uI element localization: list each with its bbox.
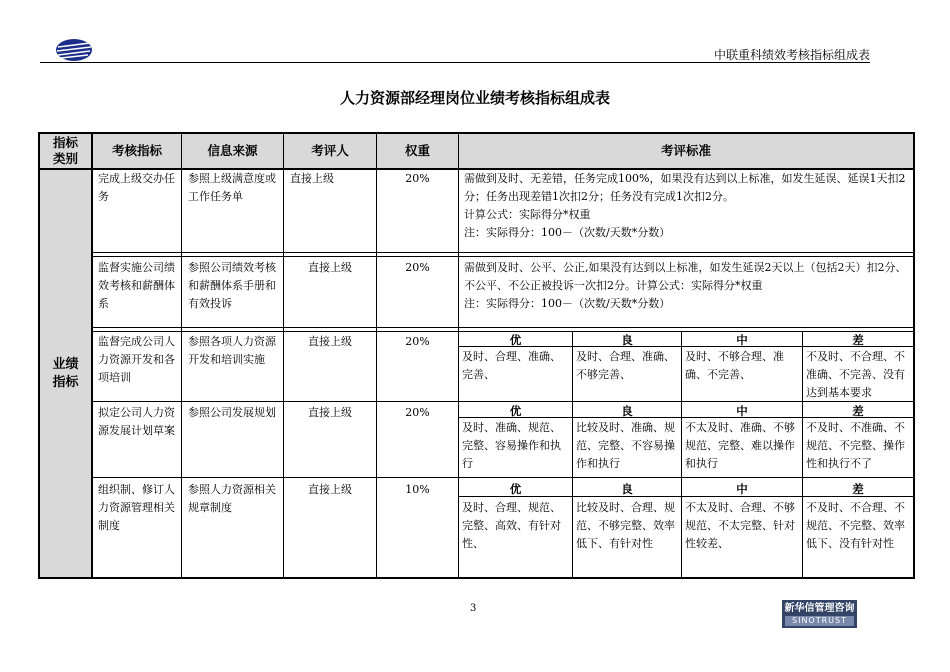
- row-1-evaluator: 直接上级: [308, 261, 352, 274]
- row-3-grade-medium: 不太及时、准确、不够规范、完整、难以操作和执行: [685, 421, 795, 470]
- row-2-grade-poor: 不及时、不合理、不准确、不完善、没有达到基本要求: [806, 350, 905, 399]
- row-3-source: 参照公司发展规划: [188, 406, 276, 419]
- row-4-grade-header-excellent: 优: [509, 482, 522, 496]
- row-2-indicator: 监督完成公司人力资源开发和各项培训: [98, 335, 175, 384]
- sinotrust-logo: [782, 600, 857, 628]
- logo-text-en: SINOTRUST: [785, 616, 854, 626]
- row-3-indicator: 拟定公司人力资源发展计划草案: [98, 406, 175, 437]
- row-3-grade-header-good: 良: [621, 404, 633, 418]
- row-4-grade-header-medium: 中: [736, 482, 748, 496]
- row-4-grade-good: 比较及时、合理、规范、不够完整、效率低下、有针对性: [576, 501, 675, 550]
- row-1-indicator: 监督实施公司绩效考核和薪酬体系: [98, 261, 175, 310]
- kpi-table: [38, 132, 915, 579]
- row-3-weight: 20%: [405, 406, 430, 419]
- row-3-grade-header-excellent: 优: [509, 404, 522, 418]
- column-header-category: 指标 类别: [52, 135, 78, 166]
- row-0-indicator: 完成上级交办任务: [98, 172, 175, 203]
- column-header-weight: 权重: [404, 143, 430, 158]
- row-2-grade-header-good: 良: [621, 333, 633, 347]
- row-4-evaluator: 直接上级: [308, 483, 352, 496]
- row-0-source: 参照上级满意度或工作任务单: [188, 172, 276, 203]
- row-2-grade-header-excellent: 优: [509, 333, 522, 347]
- document-header-label: 中联重科绩效考核指标组成表: [713, 48, 870, 62]
- row-4-indicator: 组织制、修订人力资源管理相关制度: [98, 483, 175, 532]
- row-2-grade-medium: 及时、不够合理、准确、不完善、: [685, 350, 784, 381]
- row-2-evaluator: 直接上级: [308, 335, 352, 348]
- row-3-evaluator: 直接上级: [308, 406, 352, 419]
- row-4-grade-header-good: 良: [621, 482, 633, 496]
- row-4-weight: 10%: [405, 483, 430, 496]
- row-2-grade-header-medium: 中: [736, 333, 748, 347]
- row-4-source: 参照人力资源相关规章制度: [188, 483, 276, 514]
- row-3-grade-poor: 不及时、不准确、不规范、不完整、操作性和执行不了: [806, 421, 905, 470]
- row-3-grade-header-medium: 中: [736, 404, 748, 418]
- column-header-source: 信息来源: [207, 143, 258, 158]
- company-logo-icon: [55, 38, 93, 62]
- row-0-criteria: 需做到及时、无差错，任务完成100%，如果没有达到以上标准，如发生延误、延误1天扣2分；任务出现差错1次扣2分；任务没有完成1次扣2分。 计算公式：实际得分*权重 注：实际得分：100－（次数/天数*分数）: [464, 172, 906, 239]
- category-performance: 业绩 指标: [52, 357, 79, 390]
- row-3-grade-good: 比较及时、准确、规范、完整、不容易操作和执行: [576, 421, 675, 470]
- row-4-grade-excellent: 及时、合理、规范、完整、高效、有针对性、: [462, 501, 561, 550]
- row-2-grade-excellent: 及时、合理、准确、完善、: [462, 350, 561, 381]
- column-header-criteria: 考评标准: [660, 143, 711, 158]
- row-1-source: 参照公司绩效考核和薪酬体系手册和有效投诉: [188, 261, 276, 310]
- row-1-criteria: 需做到及时、公平、公正,如果没有达到以上标准，如发生延误2天以上（包括2天）扣2分、不公平、不公正被投诉一次扣2分。计算公式：实际得分*权重 注：实际得分：100－（次数/天数*分数）: [464, 261, 907, 310]
- row-2-weight: 20%: [405, 335, 430, 348]
- row-3-grade-header-poor: 差: [852, 404, 864, 418]
- page-number: 3: [470, 603, 477, 614]
- row-4-grade-medium: 不太及时、合理、不够规范、不太完整、针对性较差、: [685, 501, 795, 550]
- row-1-weight: 20%: [405, 261, 430, 274]
- logo-text-cn: 新华信管理咨询: [784, 603, 855, 614]
- page-title: 人力资源部经理岗位业绩考核指标组成表: [339, 89, 610, 107]
- row-0-weight: 20%: [405, 172, 430, 185]
- column-header-indicator: 考核指标: [111, 143, 162, 158]
- row-4-grade-header-poor: 差: [852, 482, 864, 496]
- row-2-grade-header-poor: 差: [852, 333, 864, 347]
- row-3-grade-excellent: 及时、准确、规范、完整、容易操作和执行: [462, 421, 561, 470]
- column-header-evaluator: 考评人: [311, 143, 349, 158]
- row-2-grade-good: 及时、合理、准确、不够完善、: [576, 350, 675, 381]
- header-divider: [40, 62, 870, 63]
- row-4-grade-poor: 不及时、不合理、不规范、不完整、效率低下、没有针对性: [806, 501, 905, 550]
- row-2-source: 参照各项人力资源开发和培训实施: [188, 335, 276, 366]
- row-0-evaluator: 直接上级: [290, 172, 334, 185]
